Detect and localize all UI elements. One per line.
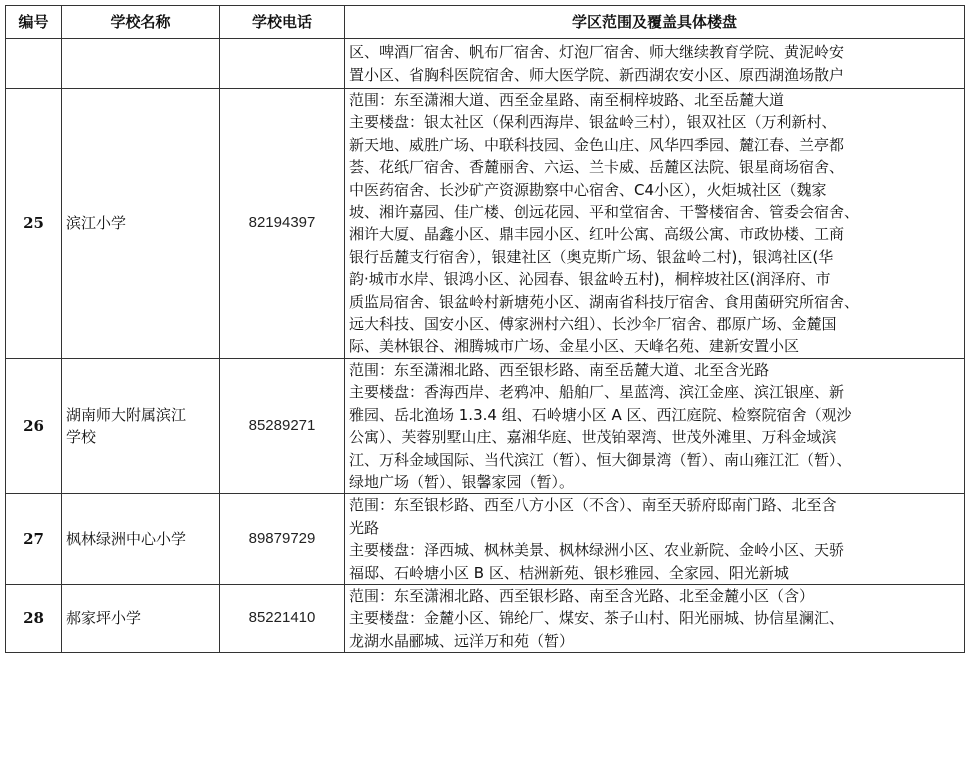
header-district-area: 学区范围及覆盖具体楼盘 [345,6,965,39]
cell-district-area: 范围：东至潇湘北路、西至银杉路、南至岳麓大道、北至含光路 主要楼盘：香海西岸、老鸦冲、船舶厂、星蓝湾、滨江金座、滨江银座、新 雅园、岳北渔场 1.3.4 组、石岭塘小区 A 区、西江庭院、检察院宿舍（观沙 公寓）、芙蓉别墅山庄、嘉湘华庭、世茂铂翠湾、世茂外滩里、万科金域滨 江、万科金域国际、当代滨江（暂）、恒大御景湾（暂）、南山雍江汇（暂）、 绿地广场（暂）、银馨家园（暂）。 [345,358,965,493]
cell-number: 28 [6,584,62,652]
cell-number: 27 [6,494,62,585]
table-row-25 [6,89,965,359]
cell-district-area: 范围：东至银杉路、西至八方小区（不含）、南至天骄府邸南门路、北至含 光路 主要楼盘：泽西城、枫林美景、枫林绿洲小区、农业新院、金岭小区、天骄 福邸、石岭塘小区 B 区、桔洲新苑、银杉雅园、全家园、阳光新城 [345,494,965,585]
cell-phone: 89879729 [220,494,345,585]
cell-school-name: 郝家坪小学 [62,584,220,652]
cell-district-area: 范围：东至潇湘北路、西至银杉路、南至含光路、北至金麓小区（含） 主要楼盘：金麓小区、锦纶厂、煤安、茶子山村、阳光丽城、协信星澜汇、 龙湖水晶郦城、远洋万和苑（暂） [345,584,965,652]
header-row [6,6,965,39]
table-row-26 [6,358,965,493]
cell-district-area: 区、啤酒厂宿舍、帆布厂宿舍、灯泡厂宿舍、师大继续教育学院、黄泥岭安 置小区、省胸科医院宿舍、师大医学院、新西湖农安小区、原西湖渔场散户 [345,39,965,89]
table-row-28 [6,584,965,652]
school-district-table [5,5,965,653]
header-school-name: 学校名称 [62,6,220,39]
cell-number: 26 [6,358,62,493]
table-row-continuation [6,39,965,89]
cell-phone: 82194397 [220,89,345,359]
cell-district-area: 范围：东至潇湘大道、西至金星路、南至桐梓坡路、北至岳麓大道 主要楼盘：银太社区（保利西海岸、银盆岭三村），银双社区（万利新村、 新天地、威胜广场、中联科技园、金色山庄、风华四季园、麓江春、兰亭都 荟、花纸厂宿舍、香麓丽舍、六运、兰卡威、岳麓区法院、银星商场宿舍、 中医药宿舍、长沙矿产资源勘察中心宿舍、C4小区），火炬城社区（魏家 坡、湘许嘉园、佳广楼、创远花园、平和堂宿舍、干警楼宿舍、管委会宿舍、 湘许大厦、晶鑫小区、鼎丰园小区、红叶公寓、高级公寓、市政协楼、工商 银行岳麓支行宿舍），银建社区（奥克斯广场、银盆岭二村)，银鸿社区(华 韵·城市水岸、银鸿小区、沁园春、银盆岭五村)，桐梓坡社区(润泽府、市 质监局宿舍、银盆岭村新塘苑小区、湖南省科技厅宿舍、食用菌研究所宿舍、 远大科技、国安小区、傅家洲村六组）、长沙伞厂宿舍、郡原广场、金麓国 际、美林银谷、湘腾城市广场、金星小区、天峰名苑、建新安置小区 [345,89,965,359]
cell-school-name [62,39,220,89]
cell-phone: 85289271 [220,358,345,493]
table-row-27 [6,494,965,585]
cell-phone [220,39,345,89]
cell-phone: 85221410 [220,584,345,652]
cell-school-name: 滨江小学 [62,89,220,359]
header-school-phone: 学校电话 [220,6,345,39]
cell-school-name: 枫林绿洲中心小学 [62,494,220,585]
cell-number: 25 [6,89,62,359]
cell-school-name: 湖南师大附属滨江 学校 [62,358,220,493]
cell-number [6,39,62,89]
header-number: 编号 [6,6,62,39]
